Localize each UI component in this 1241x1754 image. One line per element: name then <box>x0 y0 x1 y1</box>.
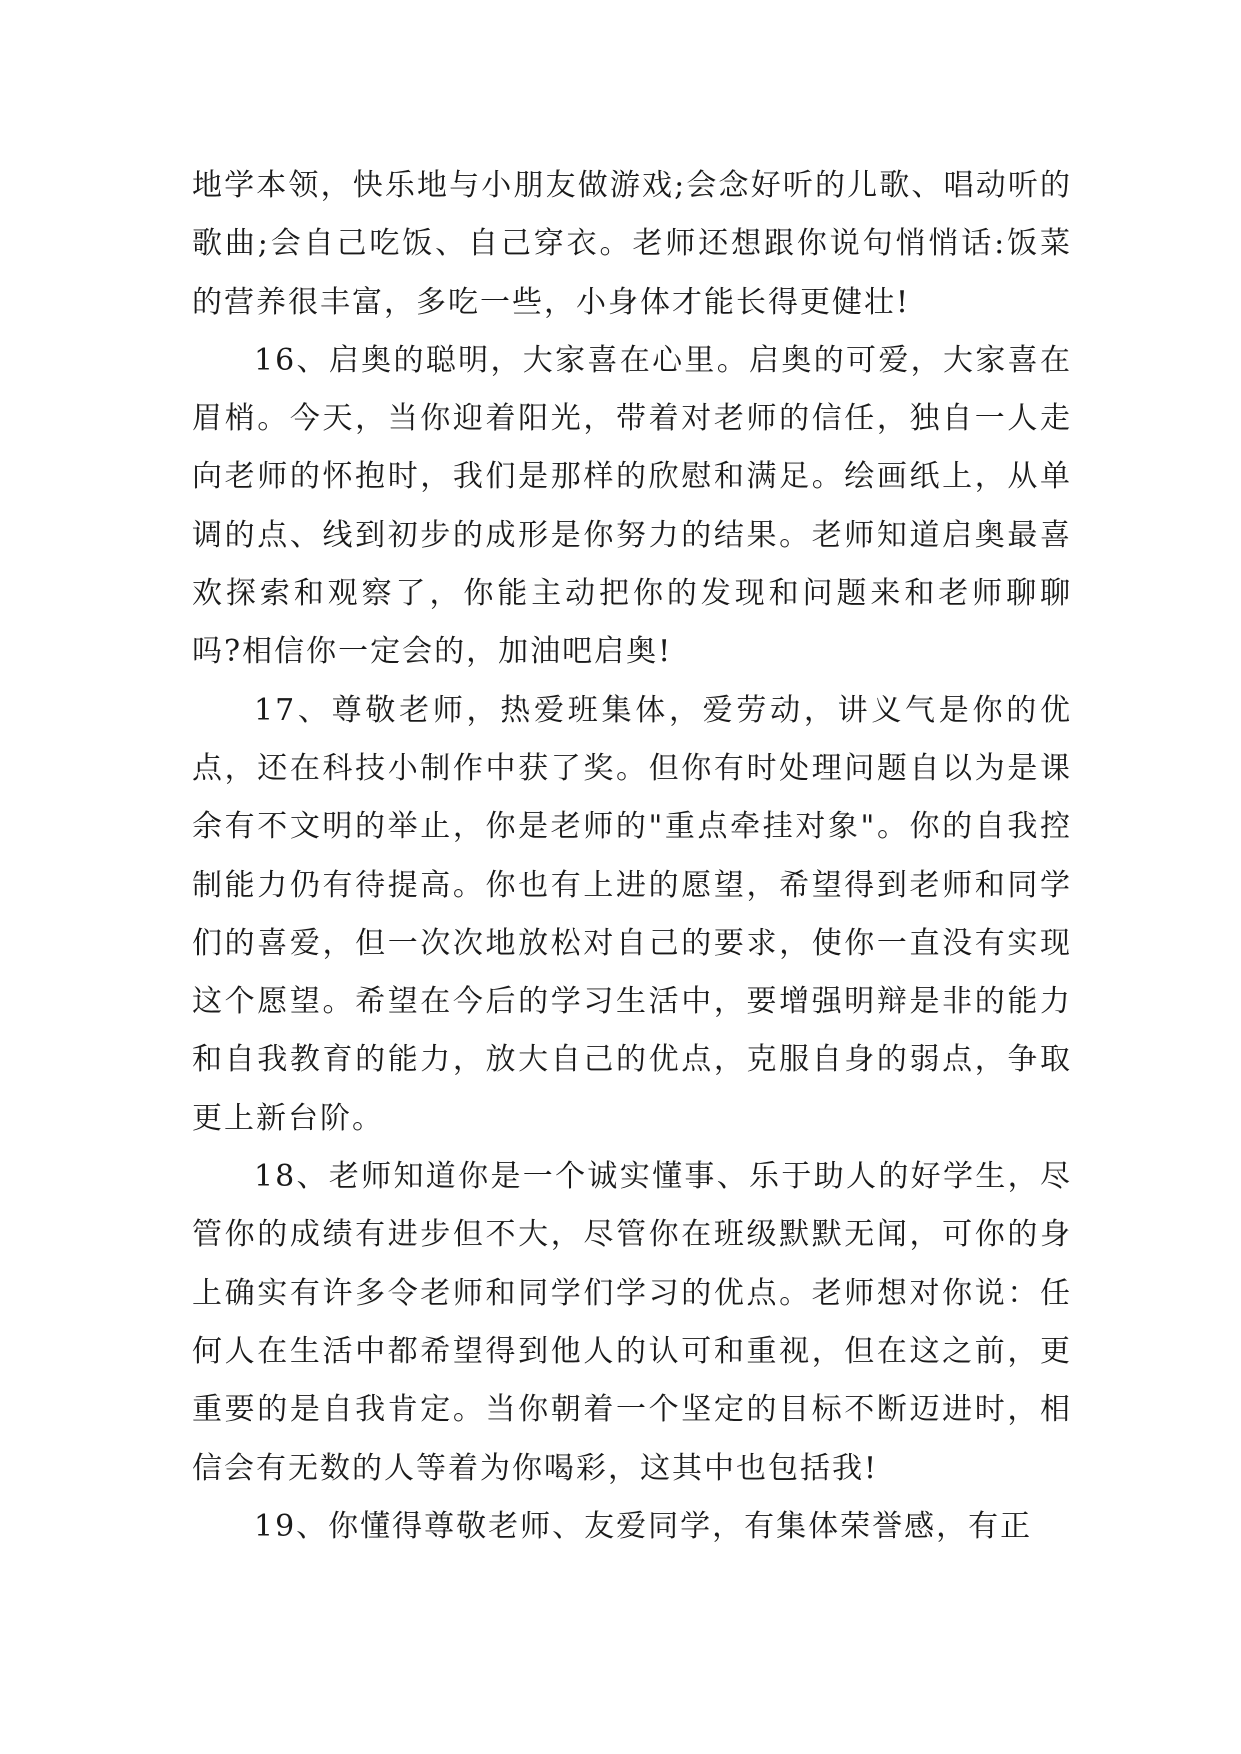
paragraph-18: 18、老师知道你是一个诚实懂事、乐于助人的好学生，尽管你的成绩有进步但不大，尽管你在班级默默无闻，可你的身上确实有许多令老师和同学们学习的优点。老师想对你说：任何人在生活中都希望得到他人的认可和重视，但在这之前，更重要的是自我肯定。当你朝着一个坚定的目标不断迈进时，相信会有无数的人等着为你喝彩，这其中也包括我! <box>192 1159 1072 1486</box>
paragraph-16: 16、启奥的聪明，大家喜在心里。启奥的可爱，大家喜在眉梢。今天，当你迎着阳光，带着对老师的信任，独自一人走向老师的怀抱时，我们是那样的欣慰和满足。绘画纸上，从单调的点、线到初步的成形是你努力的结果。老师知道启奥最喜欢探索和观察了，你能主动把你的发现和问题来和老师聊聊吗?相信你一定会的，加油吧启奥! <box>192 342 1072 670</box>
paragraph-19: 19、你懂得尊敬老师、友爱同学，有集体荣誉感，有正 <box>254 1508 1033 1544</box>
paragraph-17: 17、尊敬老师，热爱班集体，爱劳动，讲义气是你的优点，还在科技小制作中获了奖。但你有时处理问题自以为是课余有不文明的举止，你是老师的"重点牵挂对象"。你的自我控制能力仍有待提高。你也有上进的愿望，希望得到老师和同学们的喜爱，但一次次地放松对自己的要求，使你一直没有实现这个愿望。希望在今后的学习生活中，要增强明辩是非的能力和自我教育的能力，放大自己的优点，克服自身的弱点，争取更上新台阶。 <box>192 692 1072 1136</box>
paragraph-continuation: 地学本领，快乐地与小朋友做游戏;会念好听的儿歌、唱动听的歌曲;会自己吃饭、自己穿衣。老师还想跟你说句悄悄话:饭菜的营养很丰富，多吃一些，小身体才能长得更健壮! <box>192 168 1072 320</box>
body-text <box>192 157 1072 1556</box>
